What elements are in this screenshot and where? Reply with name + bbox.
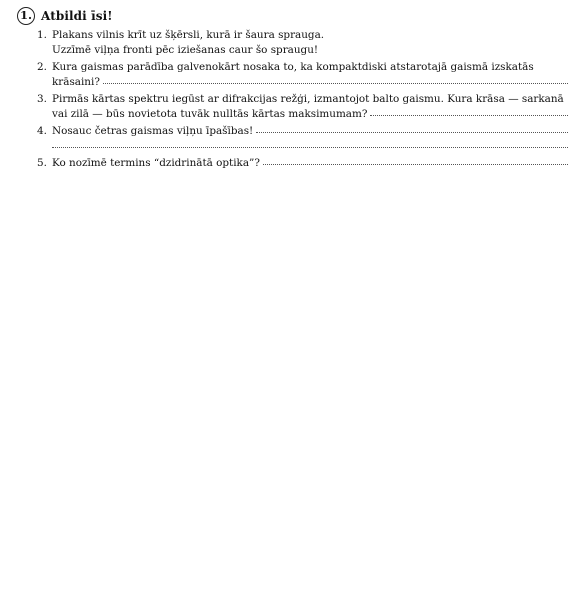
question-text — [52, 92, 568, 121]
answer-line[interactable] — [52, 138, 568, 148]
question-number: 4. — [37, 125, 47, 137]
question-text — [52, 124, 568, 153]
question-line: Uzzīmē viļņa fronti pēc iziešanas caur šo spraugu! — [52, 43, 319, 56]
question-line: Nosauc četras gaismas viļņu īpašības! — [52, 125, 254, 137]
answer-line[interactable] — [256, 123, 568, 133]
answer-line[interactable] — [263, 155, 568, 165]
question-line: vai zilā — būs novietota tuvāk nulltās kārtas maksimumam? — [52, 107, 368, 120]
question-line: Kura gaismas parādība galvenokārt nosaka to, ka kompaktdiski atstarotajā gaismā izskatās — [52, 61, 534, 73]
exercise-header — [17, 4, 113, 28]
question-4 — [37, 124, 568, 153]
question-list — [37, 28, 568, 174]
question-5 — [37, 156, 568, 171]
question-2 — [37, 60, 568, 89]
question-line: krāsaini? — [52, 75, 100, 88]
answer-line[interactable] — [370, 106, 568, 116]
exercise-number-badge: 1. — [17, 7, 35, 25]
answer-line[interactable] — [103, 74, 568, 84]
question-text — [52, 28, 568, 57]
question-number: 5. — [37, 157, 47, 169]
question-text — [52, 60, 568, 89]
exercise-title: Atbildi īsi! — [41, 9, 113, 23]
question-text — [52, 156, 568, 171]
question-number: 1. — [37, 29, 47, 41]
question-line: Plakans vilnis krīt uz šķērsli, kurā ir šaura sprauga. — [52, 29, 325, 41]
question-number: 2. — [37, 61, 47, 73]
question-line: Pirmās kārtas spektru iegūst ar difrakcijas režģi, izmantojot balto gaismu. Kura krāsa — sarkanā — [52, 93, 564, 105]
question-1 — [37, 28, 568, 57]
question-number: 3. — [37, 93, 47, 105]
question-3 — [37, 92, 568, 121]
question-line: Ko nozīmē termins “dzidrinātā optika”? — [52, 157, 260, 169]
